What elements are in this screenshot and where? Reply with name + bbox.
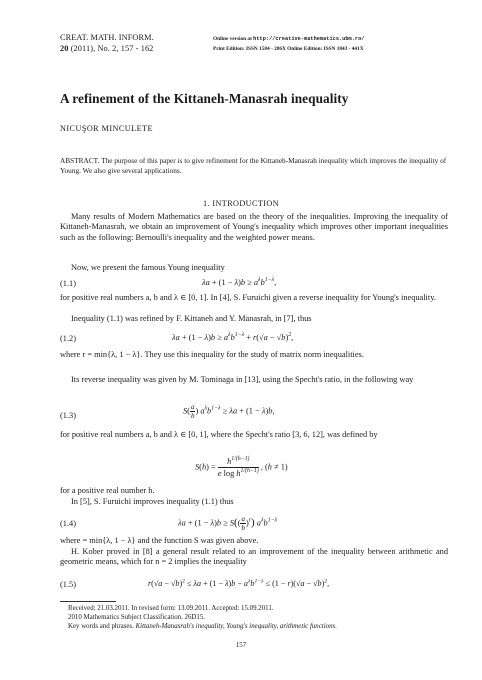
paragraph-furuichi-improves: In [5], S. Furuichi improves inequality (1.1) thus (71, 497, 234, 506)
paragraph-where-min: where = min{λ, 1 − λ} and the function S was given above. (60, 536, 259, 545)
author-name: NICUŞOR MINCULETE (60, 124, 153, 133)
page-number: 157 (235, 642, 247, 649)
received-dates: Received: 21.03.2011. In revised form: 13.09.2011. Accepted: 15.09.2011. (68, 605, 274, 612)
abstract (60, 156, 448, 175)
keywords (68, 622, 337, 631)
paragraph-tominaga: Its reverse inequality was given by M. Tominaga in [13], using the Specht's ratio, in the following way (71, 375, 414, 384)
paper-title: A refinement of the Kittaneh-Manasrah inequality (60, 91, 349, 106)
online-version: Online version at http://creative-mathematics.ubm.ro/ (213, 36, 365, 42)
paragraph-specht: for positive real numbers a, b and λ ∈ [0, 1], where the Specht's ratio [3, 6, 12], was defined by (60, 430, 378, 439)
keywords-label: Key words and phrases. (68, 623, 134, 630)
footnote-rule (60, 601, 116, 602)
equation-1-5: $r(√a - √b)^2 \le \lambda a + (1 - \lambda)b - a^\lambda b^{1-\lambda} \le (1 - r)(√a - √b)^2$, (148, 578, 330, 588)
abstract-text: The purpose of this paper is to give refinement for the Kittaneh-Manasrah inequality which improves the inequality of Young. We also give several applications. (60, 156, 447, 175)
equation-1-1: $\lambda a + (1 - \lambda)b \ge a^\lambda b^{1-\lambda}$, (202, 277, 277, 287)
equation-number: (1.5) (60, 580, 76, 589)
paragraph-positive-h: for a positive real number h. (60, 486, 155, 495)
paragraph-min: where r = min{λ, 1 − λ}. They use this inequality for the study of matrix norm inequalities. (60, 350, 364, 359)
paragraph-kober: H. Kober proved in [8] a general result related to an improvement of the inequality between arithmetic and geometric means, which for n = 2 implies the inequality (60, 547, 448, 567)
paragraph-intro: Many results of Modern Mathematics are based on the theory of the inequalities. Improving the inequality of Kittaneh-Manasrah, we obtain an improvement of Young's inequality which improves other important inequalities such as the following: Bernoulli's inequality and the weighted power means. (60, 212, 448, 242)
equation-1-4: λa + (1 − λ)b ≥ S(( $\frac{a}{b}$ )$^r$) $a^\lambda b^{1-\lambda}$ (178, 515, 278, 532)
paragraph-kittaneh: Inequality (1.1) was refined by F. Kittaneh and Y. Manasrah, in [7], thus (71, 314, 312, 323)
equation-1-2: $\lambda a + (1 - \lambda)b \ge a^\lambda b^{1-\lambda} + r(√a - √b)^2$, (172, 332, 294, 342)
equation-1-3: S( $\frac{a}{b}$ ) $a^\lambda b^{1-\lambda} \ge \lambda a + (1 - \lambda)b$, (183, 403, 275, 420)
journal-url[interactable]: http://creative-mathematics.ubm.ro/ (253, 36, 365, 42)
section-heading: 1. INTRODUCTION (202, 199, 280, 208)
paragraph-young: Now, we present the famous Young inequality (71, 263, 225, 272)
keywords-text: Kittaneh-Manasrah's inequality, Young's inequality, arithmetic functions. (135, 623, 337, 630)
equation-specht-ratio: S(h) = $\frac{h^{1/(h-1)}}{e \log h^{1/(h-1)}}$ , (h ≠ 1) (195, 456, 288, 478)
equation-number: (1.3) (60, 411, 76, 420)
equation-number: (1.1) (60, 279, 76, 288)
journal-header (60, 32, 154, 54)
abstract-label: ABSTRACT. (60, 156, 100, 165)
equation-number: (1.2) (60, 334, 76, 343)
journal-name: CREAT. MATH. INFORM. (60, 33, 154, 42)
paragraph-furuichi: for positive real numbers a, b and λ ∈ [0, 1]. In [4], S. Furuichi given a reverse inequality for Young's inequality. (60, 293, 436, 302)
msc-classification: 2010 Mathematics Subject Classification. 26D15. (68, 614, 206, 621)
equation-number: (1.4) (60, 519, 76, 528)
edition-info (213, 35, 364, 54)
volume-line: 20 (2011), No. 2, 157 - 162 (60, 44, 154, 53)
issn-line: Print Edition: ISSN 1584 - 286X Online Edition: ISSN 1843 - 441X (213, 45, 364, 52)
